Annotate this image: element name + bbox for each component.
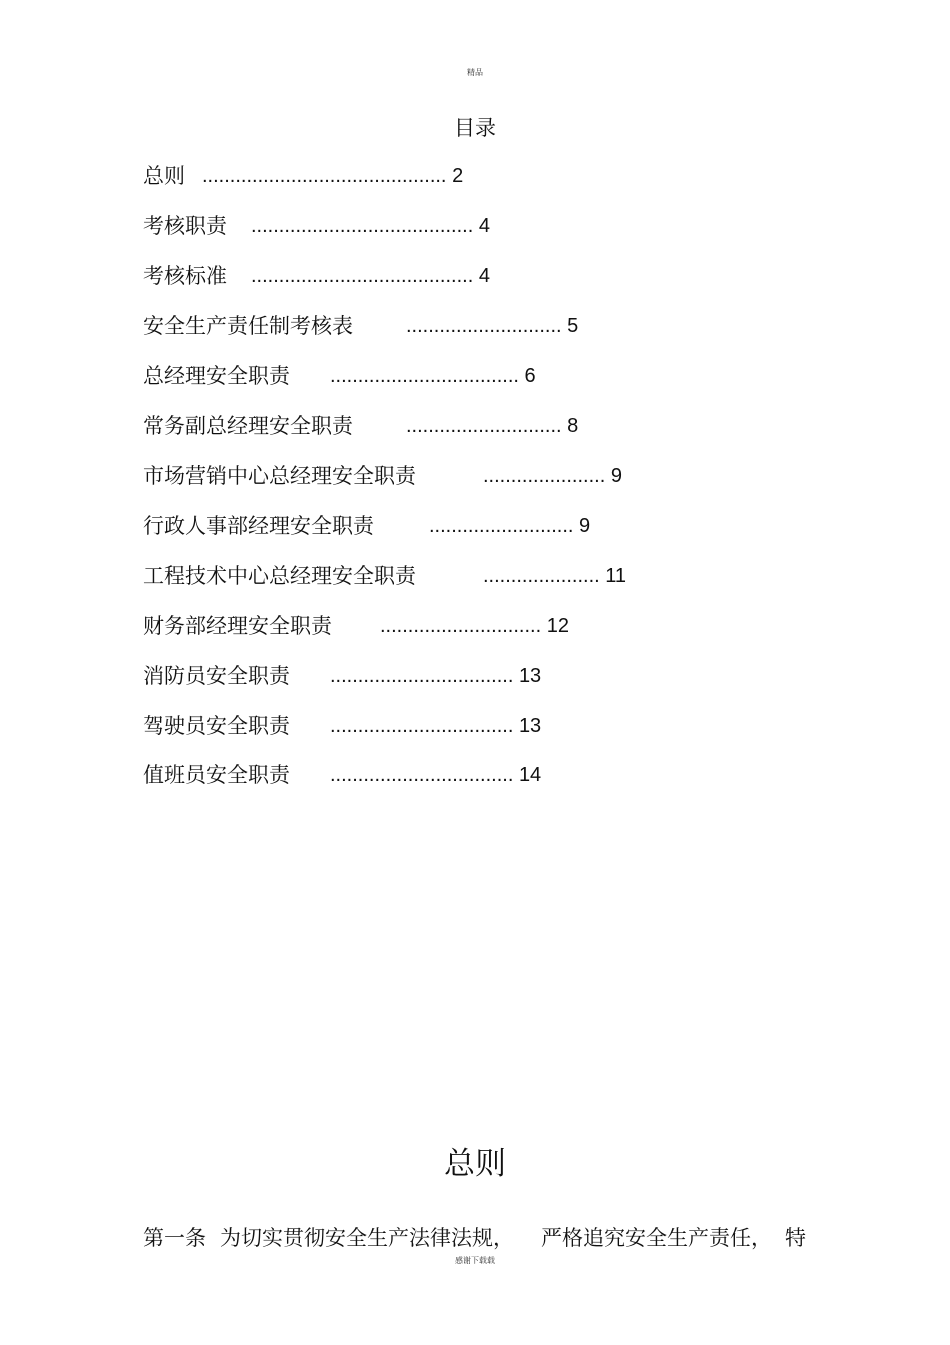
toc-entry[interactable] [143, 661, 703, 691]
body-paragraph-line [143, 1222, 808, 1254]
toc-entry[interactable] [143, 261, 703, 291]
toc-entry-label: 总经理安全职责 [143, 364, 290, 388]
toc-entry-leader [330, 661, 541, 691]
toc-entry-leader [330, 760, 541, 790]
toc-entry-leader [330, 711, 541, 741]
toc-entry-leader [380, 611, 569, 641]
toc-entry-label: 市场营销中心总经理安全职责 [143, 464, 416, 488]
toc-entry[interactable] [143, 311, 703, 341]
toc-dot-leader: .......................... [429, 515, 574, 537]
toc-entry-leader [251, 211, 490, 241]
toc-title: 目录 [454, 116, 496, 140]
toc-entry-label: 常务副总经理安全职责 [143, 414, 353, 438]
toc-entry-label: 总则 [143, 164, 185, 188]
toc-entry-leader [406, 411, 578, 441]
toc-entry-leader [330, 361, 536, 391]
toc-entry-label: 消防员安全职责 [143, 664, 290, 688]
toc-entry-label: 财务部经理安全职责 [143, 614, 332, 638]
toc-entry[interactable] [143, 511, 703, 541]
toc-dot-leader: .................................. [330, 365, 519, 387]
toc-entry-label: 行政人事部经理安全职责 [143, 514, 374, 538]
toc-page-number: 6 [524, 365, 536, 387]
toc-entry[interactable] [143, 711, 703, 741]
toc-entry-leader [429, 511, 590, 541]
toc-entry[interactable] [143, 211, 703, 241]
toc-page-number: 8 [567, 415, 579, 437]
toc-entry-leader [483, 461, 622, 491]
toc-entry[interactable] [143, 461, 703, 491]
toc-dot-leader: ............................ [406, 415, 562, 437]
toc-dot-leader: ............................ [406, 315, 562, 337]
toc-entry-label: 驾驶员安全职责 [143, 714, 290, 738]
toc-dot-leader: ................................. [330, 665, 514, 687]
toc-page-number: 5 [567, 315, 579, 337]
toc-dot-leader: ..................... [483, 565, 600, 587]
toc-entry-leader [406, 311, 578, 341]
toc-dot-leader: ............................. [380, 615, 542, 637]
toc-entry-label: 值班员安全职责 [143, 763, 290, 787]
toc-entry-label: 工程技术中心总经理安全职责 [143, 564, 416, 588]
toc-page-number: 12 [546, 615, 569, 637]
body-text-segment: 严格追究安全生产责任， [541, 1226, 772, 1250]
body-text-segment: 特 [785, 1226, 806, 1250]
toc-page-number: 9 [610, 465, 622, 487]
toc-page-number: 9 [579, 515, 591, 537]
toc-dot-leader: ................................. [330, 764, 514, 786]
toc-dot-leader: ................................. [330, 715, 514, 737]
toc-page-number: 13 [518, 715, 542, 737]
header-watermark: 精品 [467, 68, 483, 77]
toc-dot-leader: ............................................ [202, 165, 447, 187]
toc-entry[interactable] [143, 161, 703, 191]
toc-entry-label: 考核职责 [143, 214, 227, 238]
toc-entry-leader [202, 161, 463, 191]
body-text-segment: 为切实贯彻安全生产法律法规， [220, 1226, 514, 1250]
toc-page-number: 2 [452, 165, 464, 187]
article-number: 第一条 [143, 1226, 206, 1250]
toc-entry[interactable] [143, 361, 703, 391]
toc-entry-label: 安全生产责任制考核表 [143, 314, 353, 338]
toc-page-number: 4 [478, 215, 490, 237]
toc-entry[interactable] [143, 611, 703, 641]
toc-page-number: 14 [518, 764, 542, 786]
toc-page-number: 13 [518, 665, 542, 687]
toc-entry-leader [483, 561, 626, 591]
toc-page-number: 4 [478, 265, 490, 287]
toc-dot-leader: ........................................ [251, 215, 474, 237]
toc-dot-leader: ...................... [483, 465, 606, 487]
section-title: 总则 [444, 1146, 506, 1182]
toc-entry-leader [251, 261, 490, 291]
toc-entry[interactable] [143, 760, 703, 790]
toc-dot-leader: ........................................ [251, 265, 474, 287]
toc-entry-label: 考核标准 [143, 264, 227, 288]
footer-watermark: 感谢下载载 [455, 1256, 495, 1265]
toc-entry[interactable] [143, 561, 703, 591]
toc-entry[interactable] [143, 411, 703, 441]
toc-page-number: 11 [605, 565, 627, 587]
